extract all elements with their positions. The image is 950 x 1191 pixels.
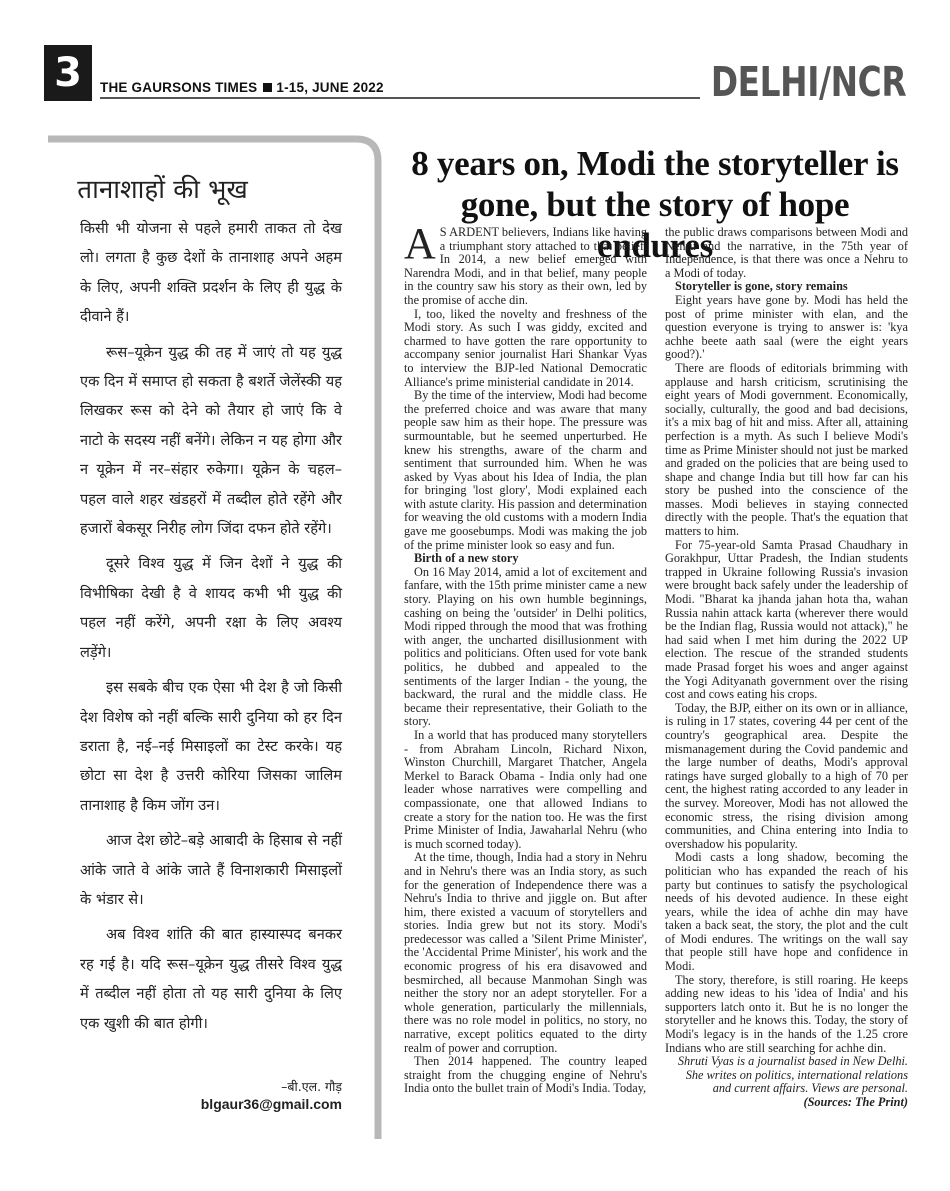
article-paragraph: Today, the BJP, either on its own or in alliance, is ruling in 17 states, covering 44 per cent of the country's geographical area. Despite the mismanagement during the Covid pandemic and the large number of deaths, Modi's approval ratings have surged globally to a high of 70 per cent, the highest rating accorded to any leader in the survey. Moreover, Modi has not allowed the economic stress, the rising division among communities, and China entering into India to overshadow his popularity.: [665, 700, 908, 851]
article-subheading: Birth of a new story: [414, 551, 519, 566]
article-paragraph: At the time, though, India had a story in Nehru and in Nehru's there was an India story, as such for the generation of Independence there was a Nehru's India to thrive and jiggle on. But after him, there existed a vacuum of storytellers and stories. India grew but not its story. Modi's predecessor was called a 'Silent Prime Minister', the 'Accidental Prime Minister', his work and the economic progress of his era disavowed and besmirched, all because Manmohan Singh was neither the story nor an adept storyteller. For a whole generation, particularly the millennials, there was no role model in politics, no story, no narrative, except politics equated to the dirty realm of power and corruption.: [404, 850, 647, 1055]
article-column-1: [404, 219, 647, 1096]
article-paragraph: By the time of the interview, Modi had become the preferred choice and was aware that many people saw him as their hope. The pressure was surmountable, but he seemed unperturbed. He knew his strengths, aware of the charm and sentiment that surrounded him. When he was asked by Vyas about his Idea of India, the plan for bringing 'lost glory', Modi explained each with astute clarity. His passion and determination for weaving the old customs with a modern India gave me goosebumps. Modi was making the job of the prime minister look so easy and fun.: [404, 388, 647, 552]
drop-cap: A: [404, 219, 436, 268]
article-paragraph: the public draws comparisons between Modi and Nehru and the narrative, in the 75th year of Independence, is that there was once a Nehru to a Modi of today.: [665, 225, 908, 280]
article-headline: 8 years on, Modi the storyteller is gone, but the story of hope endures: [411, 144, 899, 265]
article-paragraph: There are floods of editorials brimming with applause and harsh criticism, scrutinising the eight years of Modi government. Economically, socially, culturally, the good and bad decisions, it's a mix bag of hit and miss. After all, attaining perfection is a myth. As such I believe Modi's time as Prime Minister should not just be marked and graded on the policies that are being used to shape and change India but till how far can his story be pushed into the conscience of the masses. Modi believes in staying connected directly with the people. That's the equation that matters to him.: [665, 360, 908, 539]
issue-date: 1-15, JUNE 2022: [276, 80, 384, 95]
article-paragraph: Modi casts a long shadow, becoming the politician who has expanded the reach of his party but continues to satisfy the psychological needs of his devoted audience. In these eight years, while the idea of achhe din may have taken a back seat, the story, the plot and the cult of Modi endures. The writings on the wall say that people still have hope and confidence in Modi.: [665, 850, 908, 974]
article-paragraph: For 75-year-old Samta Prasad Chaudhary in Gorakhpur, Uttar Pradesh, the Indian students trapped in Ukraine following Russia's invasion were brought back safely under the leadership of Modi. "Bharat ka jhanda jahan hota tha, wahan Russia nahin attack karta (wherever there would be the Indian flag, Russia would not attack)," he had said when I met him during the 2022 UP election. The rescue of the stranded students made Prasad forget his woes and anger against the Yogi Adityanath government over the rising cost and cows eating his crops.: [665, 537, 908, 702]
hindi-paragraph: अब विश्व शांति की बात हास्यास्पद बनकर रह गई है। यदि रूस–यूक्रेन युद्ध तीसरे विश्व युद्ध में तब्दील नहीं होता तो यह सारी दुनिया के लिए एक खुशी की बात होगी।: [80, 926, 342, 1032]
article-paragraph: I, too, liked the novelty and freshness of the Modi story. As such I was giddy, excited and charmed to have gotten the rare opportunity to accompany senior journalist Hari Shankar Vyas to interview the BJP-led National Democratic Alliance's prime ministerial candidate in 2014.: [404, 306, 647, 389]
author-email: blgaur36@gmail.com: [200, 1096, 342, 1112]
hindi-column-body: [80, 214, 342, 1044]
hindi-column-title: तानाशाहों की भूख: [77, 175, 248, 205]
hindi-paragraph: दूसरे विश्व युद्ध में जिन देशों ने युद्ध की विभीषिका देखी है वे शायद कभी भी युद्ध की पहल नहीं करेंगे, अपनी रक्षा के लिए अवश्य लड़ेंगे।: [80, 555, 342, 661]
article-subheading: Storyteller is gone, story remains: [675, 279, 848, 294]
article-paragraph: A S ARDENT believers, Indians like having a triumphant story attached to that belief. In 2014, a new belief emerged with Narendra Modi, and in that belief, many people in the country saw his story as their own, led by the promise of acche din.: [404, 219, 647, 307]
hindi-byline: –बी.एल. गौड़: [281, 1079, 342, 1094]
hindi-paragraph: रूस–यूक्रेन युद्ध की तह में जाएं तो यह युद्ध एक दिन में समाप्त हो सकता है बशर्ते जेलेंस्की यह लिखकर रूस को देने को तैयार हो जाएं कि वे नाटो के सदस्य नहीं बनेंगे। लेकिन न यह होगा और न यूक्रेन में नर–संहार रुकेगा। यूक्रेन के चहल–पहल वाले शहर खंडहरों में तब्दील होते रहेंगे और हजारों बेकसूर निरीह लोग जिंदा दफन होते रहेंगे।: [80, 343, 342, 538]
author-note: Shruti Vyas is a journalist based in New Delhi. She writes on politics, international relations and current affairs. Views are personal.: [677, 1054, 908, 1096]
article-paragraph: Eight years have gone by. Modi has held the post of prime minister with elan, and the question everyone is trying to answer is: 'kya achhe beete aath saal (were the eight years good?).': [665, 292, 908, 362]
page-header: [0, 0, 950, 120]
article-paragraph: Then 2014 happened. The country leaped straight from the chugging engine of Nehru's India onto the bullet train of Modi's India. Today,: [404, 1054, 647, 1096]
article-column-2: [665, 226, 908, 1110]
square-bullet-icon: [263, 83, 272, 92]
hindi-paragraph: इस सबके बीच एक ऐसा भी देश है जो किसी देश विशेष को नहीं बल्कि सारी दुनिया को हर दिन डराता है, नई–नई मिसाइलों का टेस्ट करके। यह छोटा सा देश है उत्तरी कोरिया जिसका जालिम तानाशाह है किम जोंग उन।: [80, 679, 342, 814]
paper-name: THE GAURSONS TIMES: [100, 80, 258, 95]
article-paragraph: In a world that has produced many storytellers - from Abraham Lincoln, Richard Nixon, Winston Churchill, Margaret Thatcher, Angela Merkel to Barack Obama - India only had one leader whose narratives were compelling and compassionate, one that allowed Indians to create a story for the nation too. He was the first Prime Minister of India, Jawaharlal Nehru (who is much scorned today).: [404, 727, 647, 851]
article-paragraph: The story, therefore, is still roaring. He keeps adding new ideas to his 'idea of India' and his supporters latch onto it. But he is no longer the storyteller and he knows this. Today, the story of Modi's legacy is in the hands of the 1.25 crore Indians who are still searching for achhe din.: [665, 972, 908, 1055]
hindi-paragraph: किसी भी योजना से पहले हमारी ताकत तो देख लो। लगता है कुछ देशों के तानाशाह अपने अहम के लिए, अपनी शक्ति प्रदर्शन के लिए ही युद्ध के दीवाने हैं।: [80, 220, 342, 326]
sources-credit: (Sources: The Print): [803, 1095, 908, 1109]
header-rule: [100, 97, 700, 99]
article-paragraph: On 16 May 2014, amid a lot of excitement and fanfare, with the 15th prime minister came a new story. Playing on his own humble beginnings, cashing on being the 'outsider' in Delhi politics, Modi ripped through the mood that was frothing with anger, the uncharted disillusionment with politics and politicians. Often used for vote bank politics, he dubbed and appealed to the sentiments of the larger Indian - the young, the backward, the rural and the middle class. He became their representative, their Goliath to the story.: [404, 564, 647, 729]
section-title: DELHI/NCR: [710, 58, 906, 106]
page-number: 3: [44, 45, 92, 101]
hindi-paragraph: आज देश छोटे–बड़े आबादी के हिसाब से नहीं आंके जाते वे आंके जाते हैं विनाशकारी मिसाइलों के भंडार से।: [80, 832, 342, 908]
masthead: [100, 80, 384, 95]
